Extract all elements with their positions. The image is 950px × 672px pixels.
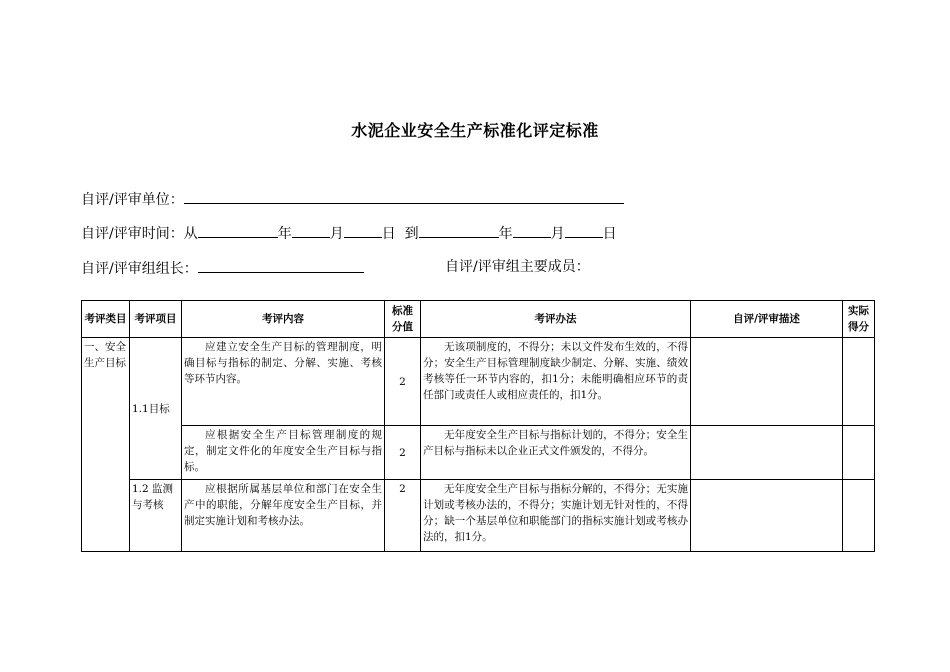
desc-cell[interactable]	[691, 338, 843, 426]
header-desc: 自评/评审描述	[691, 301, 843, 338]
item-cell-2: 1.2 监测与考核	[130, 480, 182, 552]
header-method: 考评办法	[421, 301, 691, 338]
time-day1-label: 日	[381, 226, 396, 242]
time-month2-label: 月	[550, 226, 565, 242]
actual-score-cell[interactable]	[843, 426, 875, 480]
time-to-label: 到	[404, 226, 419, 242]
method-cell: 无年度安全生产目标与指标分解的，不得分；无实施计划或考核办法的，不得分；实施计划无针对性的，不得分；缺一个基层单位和职能部门的指标实施计划或考核办法的，扣1分。	[421, 480, 691, 552]
header-content: 考评内容	[182, 301, 385, 338]
time-month1-label: 月	[329, 226, 344, 242]
time-day2-blank[interactable]	[565, 223, 603, 238]
members-field	[445, 258, 590, 276]
content-cell: 应根据安全生产目标管理制度的规定，制定文件化的年度安全生产目标与指标。	[182, 426, 385, 480]
content-cell: 应建立安全生产目标的管理制度，明确目标与指标的制定、分解、实施、考核等环节内容。	[182, 338, 385, 426]
unit-label: 自评/评审单位：	[81, 192, 184, 208]
method-cell: 无该项制度的，不得分；未以文件发布生效的，不得分；安全生产目标管理制度缺少制定、分解、实施、绩效考核等任一环节内容的，扣1分；未能明确相应环节的责任部门或责任人或相应责任的，扣1分。	[421, 338, 691, 426]
desc-cell[interactable]	[691, 480, 843, 552]
time-year2-blank[interactable]	[419, 223, 499, 238]
item-cell-1: 1.1目标	[130, 338, 182, 480]
time-year2-label: 年	[498, 226, 513, 242]
time-field	[81, 223, 617, 243]
method-cell: 无年度安全生产目标与指标计划的，不得分；安全生产目标与指标未以企业正式文件颁发的，不得分。	[421, 426, 691, 480]
header-row	[82, 301, 875, 338]
header-item: 考评项目	[130, 301, 182, 338]
category-cell: 一、安全生产目标	[82, 338, 130, 552]
time-year1-label: 年	[277, 226, 292, 242]
score-cell: 2	[385, 338, 421, 426]
header-category: 考评类目	[82, 301, 130, 338]
table-row	[82, 338, 875, 426]
time-day2-label: 日	[602, 226, 617, 242]
time-month2-blank[interactable]	[513, 223, 551, 238]
time-label: 自评/评审时间：从	[81, 226, 198, 242]
table-row	[82, 480, 875, 552]
header-actual: 实际得分	[843, 301, 875, 338]
score-cell: 2	[385, 426, 421, 480]
content-cell: 应根据所属基层单位和部门在安全生产中的职能，分解年度安全生产目标，并制定实施计划和考核办法。	[182, 480, 385, 552]
document-title: 水泥企业安全生产标准化评定标准	[351, 121, 599, 140]
evaluation-table	[81, 300, 875, 552]
time-day1-blank[interactable]	[344, 223, 382, 238]
unit-field	[81, 189, 624, 209]
leader-field	[81, 258, 364, 278]
time-month1-blank[interactable]	[292, 223, 330, 238]
leader-blank[interactable]	[198, 258, 364, 273]
score-cell: 2	[385, 480, 421, 552]
time-year1-blank[interactable]	[198, 223, 278, 238]
members-label: 自评/评审组主要成员：	[445, 259, 590, 275]
table-row	[82, 426, 875, 480]
unit-blank[interactable]	[184, 189, 624, 204]
actual-score-cell[interactable]	[843, 338, 875, 426]
header-score: 标准分值	[385, 301, 421, 338]
actual-score-cell[interactable]	[843, 480, 875, 552]
leader-label: 自评/评审组组长：	[81, 261, 198, 277]
desc-cell[interactable]	[691, 426, 843, 480]
